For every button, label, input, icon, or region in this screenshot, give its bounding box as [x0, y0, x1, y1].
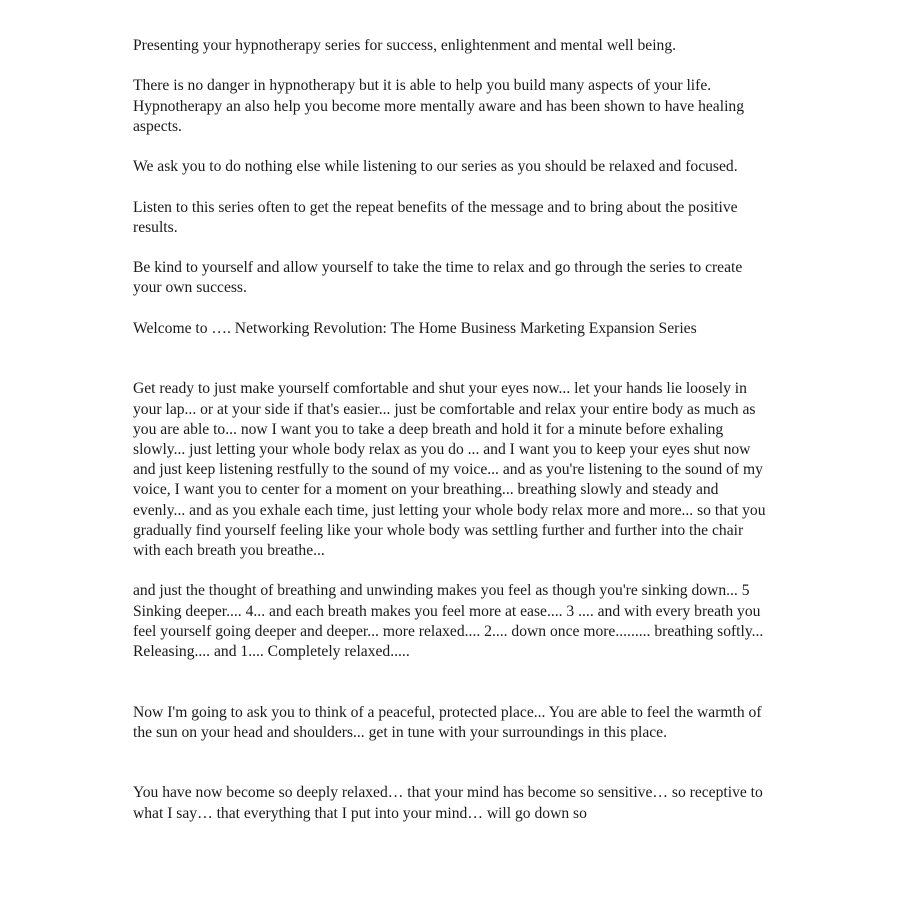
peaceful-place-paragraph: Now I'm going to ask you to think of a peaceful, protected place... You are able to feel the warmth of the sun on your head and shoulders... get in tune with your surroundings in this place. [133, 703, 762, 741]
kindness-paragraph: Be kind to yourself and allow yourself to take the time to relax and go through the series to create your own success. [133, 259, 743, 297]
welcome-paragraph: Welcome to …. Networking Revolution: The Home Business Marketing Expansion Series [133, 319, 697, 337]
safety-paragraph: There is no danger in hypnotherapy but it is able to help you build many aspects of your life. Hypnotherapy an also help you become more mentally aware and has been shown to have healing aspects. [133, 77, 744, 135]
countdown-paragraph: and just the thought of breathing and unwinding makes you feel as though you're sinking down... 5 Sinking deeper.... 4... and each breath makes you feel more at ease.... 3 .... and with every breath you feel yourself going deeper and deeper... more relaxed.... 2.... down once more......... breathing softly... Releasing.... and 1.... Completely relaxed..... [133, 582, 764, 660]
focus-paragraph: We ask you to do nothing else while listening to our series as you should be relaxed and focused. [133, 158, 738, 176]
deep-relaxation-paragraph: You have now become so deeply relaxed… that your mind has become so sensitive… so receptive to what I say… that everything that I put into your mind… will go down so [133, 784, 763, 822]
intro-paragraph: Presenting your hypnotherapy series for success, enlightenment and mental well being. [133, 37, 677, 54]
repeat-paragraph: Listen to this series often to get the repeat benefits of the message and to bring about the positive results. [133, 198, 738, 236]
document-body [133, 36, 773, 844]
relaxation-paragraph: Get ready to just make yourself comfortable and shut your eyes now... let your hands lie loosely in your lap... or at your side if that's easier... just be comfortable and relax your entire body as much as you are able to... now I want you to take a deep breath and hold it for a minute before exhaling slowly... just letting your whole body relax as you do ... and I want you to keep your eyes shut now and just keep listening restfully to the sound of my voice... and as you're listening to the sound of my voice, I want you to center for a moment on your breathing... breathing slowly and steady and evenly... and as you exhale each time, just letting your whole body relax more and more... so that you gradually find yourself feeling like your whole body was settling further and further into the chair with each breath you breathe... [133, 380, 766, 559]
